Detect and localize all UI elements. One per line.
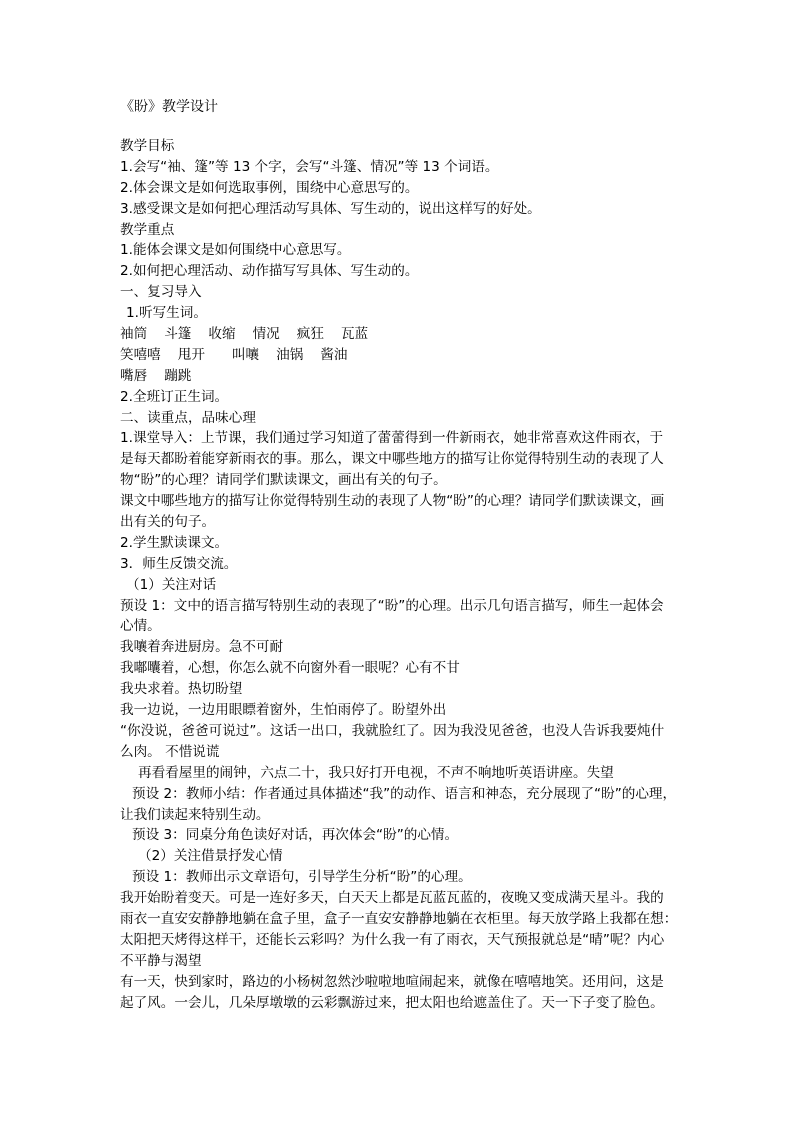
paragraph: 让我们读起来特别生动。 bbox=[120, 806, 270, 823]
paragraph: 2.学生默读课文。 bbox=[120, 534, 229, 551]
paragraph: 预设 2：教师小结：作者通过具体描述“我”的动作、语言和神态，充分展现了“盼”的心理， bbox=[132, 785, 677, 802]
paragraph: 心情。 bbox=[120, 618, 161, 635]
word: 收缩 bbox=[208, 326, 236, 343]
word: 酱油 bbox=[320, 346, 348, 363]
paragraph: 太阳把天烤得这样干，还能长云彩吗？为什么我一有了雨衣，天气预报就总是“晴”呢？内心 bbox=[120, 931, 665, 948]
subheading-scenery: （2）关注借景抒发心情 bbox=[138, 848, 283, 865]
section-heading-goals: 教学目标 bbox=[120, 138, 175, 154]
paragraph: 不平静与渴望 bbox=[120, 952, 202, 969]
word: 叫嚷 bbox=[231, 346, 260, 363]
section-heading-key-points: 教学重点 bbox=[120, 221, 175, 238]
paragraph: “你没说，爸爸可说过”。这话一出口，我就脸红了。因为我没见爸爸，也没人告诉我要炖什 bbox=[120, 722, 665, 739]
paragraph: 3.感受课文是如何把心理活动写具体、写生动的，说出这样写的好处。 bbox=[120, 200, 541, 217]
paragraph: 我一边说，一边用眼瞟着窗外，生怕雨停了。盼望外出 bbox=[120, 702, 447, 719]
paragraph: 2.体会课文是如何选取事例，围绕中心意思写的。 bbox=[120, 179, 419, 196]
paragraph: 出有关的句子。 bbox=[120, 514, 216, 531]
paragraph: 雨衣一直安安静静地躺在盒子里，盒子一直安安静静地躺在衣柜里。每天放学路上我都在想： bbox=[120, 910, 678, 927]
word-list-row-1 bbox=[120, 324, 686, 345]
word-list-row-3 bbox=[120, 366, 686, 387]
paragraph: 我开始盼着变天。可是一连好多天，白天天上都是瓦蓝瓦蓝的，夜晚又变成满天星斗。我的 bbox=[120, 890, 664, 907]
word: 笑嘻嘻 bbox=[120, 346, 161, 363]
paragraph: 课文中哪些地方的描写让你觉得特别生动的表现了人物“盼”的心理？请同学们默读课文，画 bbox=[120, 493, 665, 510]
word: 瓦蓝 bbox=[340, 326, 369, 343]
paragraph: 有一天，快到家时，路边的小杨树忽然沙啦啦地喧闹起来，就像在嘻嘻地笑。还用问，这是 bbox=[120, 973, 664, 990]
paragraph: 2.如何把心理活动、动作描写写具体、写生动的。 bbox=[120, 263, 419, 280]
word: 疯狂 bbox=[296, 326, 324, 343]
section-heading-reading: 二、读重点，品味心理 bbox=[120, 409, 256, 426]
paragraph: 2.全班订正生词。 bbox=[120, 388, 229, 405]
subheading-dialogue: （1）关注对话 bbox=[126, 576, 217, 593]
paragraph: 1.课堂导入：上节课，我们通过学习知道了蕾蕾得到一件新雨衣，她非常喜欢这件雨衣，于 bbox=[120, 430, 664, 447]
paragraph: 1.听写生词。 bbox=[126, 305, 207, 322]
paragraph: 是每天都盼着能穿新雨衣的事。那么，课文中哪些地方的描写让你觉得特别生动的表现了人 bbox=[120, 451, 664, 468]
word: 油锅 bbox=[276, 346, 304, 363]
paragraph: 物“盼”的心理？请同学们默读课文，画出有关的句子。 bbox=[120, 472, 447, 489]
document-title: 《盼》教学设计 bbox=[120, 99, 218, 115]
paragraph: 我嘟囔着，心想，你怎么就不向窗外看一眼呢？心有不甘 bbox=[120, 660, 460, 677]
word: 斗篷 bbox=[164, 326, 192, 343]
document-body bbox=[120, 136, 686, 1013]
paragraph: 起了风。一会儿，几朵厚墩墩的云彩飘游过来，把太阳也给遮盖住了。天一下子变了脸色。 bbox=[120, 994, 664, 1011]
paragraph: 预设 1：教师出示文章语句，引导学生分析“盼”的心理。 bbox=[132, 869, 472, 886]
section-heading-review: 一、复习导入 bbox=[120, 284, 202, 301]
paragraph: 3．师生反馈交流。 bbox=[120, 555, 238, 572]
paragraph: 我央求着。热切盼望 bbox=[120, 681, 243, 698]
word: 蹦跳 bbox=[164, 367, 192, 384]
paragraph: 预设 1：文中的语言描写特别生动的表现了“盼”的心理。出示几句语言描写，师生一起体会 bbox=[120, 597, 664, 614]
paragraph: 再看看屋里的闹钟，六点二十，我只好打开电视，不声不响地听英语讲座。失望 bbox=[138, 764, 614, 781]
word-list-row-2 bbox=[120, 345, 686, 366]
paragraph: 么肉。 不惜说谎 bbox=[120, 743, 220, 760]
word: 袖筒 bbox=[120, 326, 148, 343]
paragraph: 1.会写“袖、篷”等 13 个字，会写“斗篷、情况”等 13 个词语。 bbox=[120, 158, 499, 175]
word: 嘴唇 bbox=[120, 367, 148, 384]
word: 甩开 bbox=[177, 346, 205, 363]
word: 情况 bbox=[252, 326, 280, 343]
paragraph: 1.能体会课文是如何围绕中心意思写。 bbox=[120, 242, 351, 259]
paragraph: 预设 3：同桌分角色读好对话，再次体会“盼”的心情。 bbox=[132, 827, 459, 844]
paragraph: 我嚷着奔进厨房。急不可耐 bbox=[120, 639, 284, 656]
